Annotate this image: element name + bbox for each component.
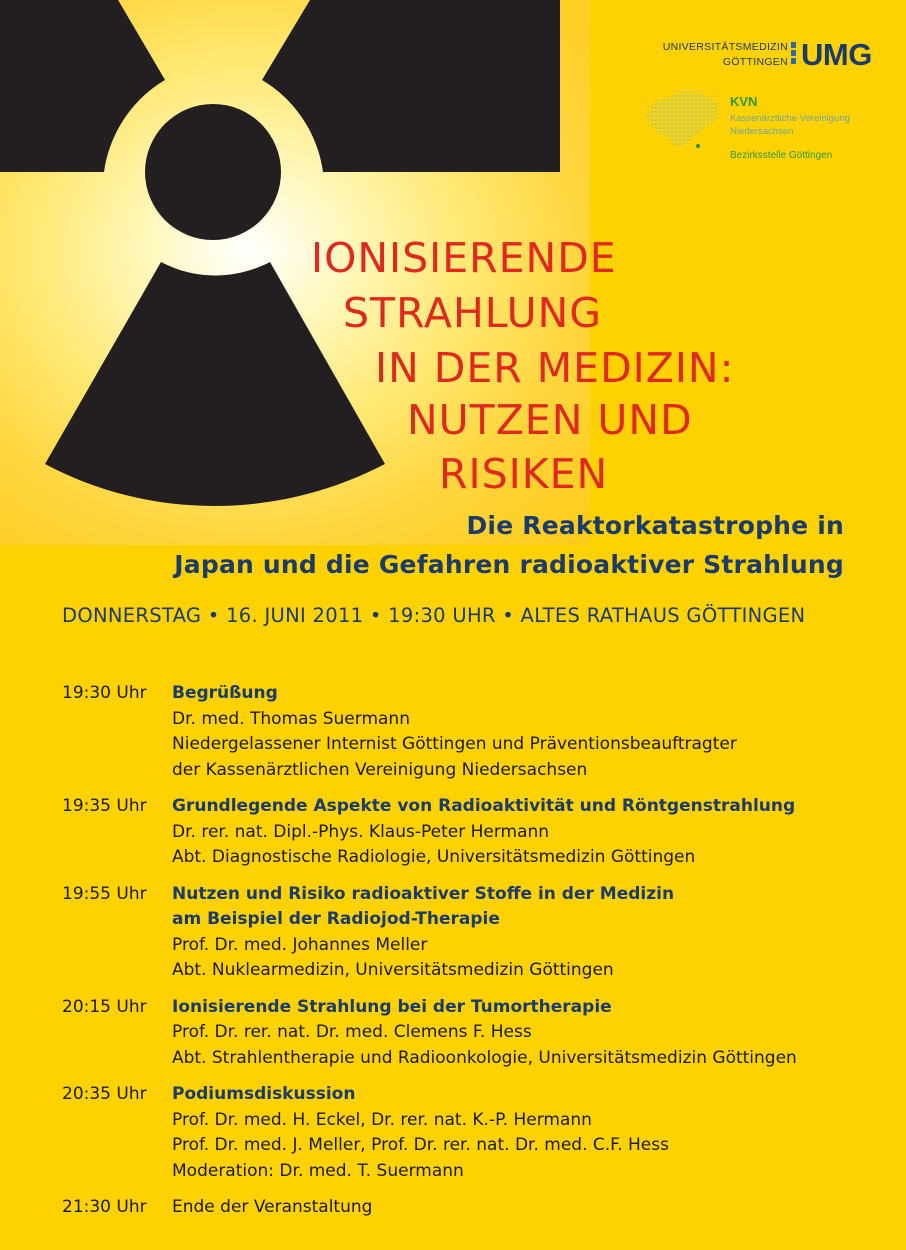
program-list bbox=[62, 681, 862, 1232]
kvn-district: Bezirksstelle Göttingen bbox=[730, 150, 833, 161]
program-detail: Prof. Dr. med. H. Eckel, Dr. rer. nat. K.-P. Hermann bbox=[172, 1109, 592, 1130]
subtitle-line-2: Japan und die Gefahren radioaktiver Strahlung bbox=[174, 550, 844, 579]
program-item bbox=[62, 1195, 862, 1221]
title-line-4: NUTZEN UND bbox=[407, 396, 693, 444]
program-detail: Prof. Dr. rer. nat. Dr. med. Clemens F. Hess bbox=[172, 1022, 532, 1042]
program-topic: Grundlegende Aspekte von Radioaktivität und Röntgenstrahlung bbox=[172, 796, 796, 816]
event-dateline: DONNERSTAG • 16. JUNI 2011 • 19:30 UHR • ALTES RATHAUS GÖTTINGEN bbox=[62, 604, 806, 627]
umg-line-1: UNIVERSITÄTSMEDIZIN bbox=[662, 41, 788, 53]
program-detail: Dr. med. Thomas Suermann bbox=[172, 708, 410, 729]
title-line-1: IONISIERENDE bbox=[311, 234, 617, 282]
program-topic: Podiumsdiskussion bbox=[172, 1084, 356, 1104]
program-topic: Ionisierende Strahlung bei der Tumortherapie bbox=[172, 996, 612, 1017]
program-item bbox=[62, 794, 862, 871]
title-line-3: IN DER MEDIZIN: bbox=[375, 344, 735, 392]
program-detail: Moderation: Dr. med. T. Suermann bbox=[172, 1160, 464, 1181]
program-item bbox=[62, 681, 862, 783]
program-time: 19:30 Uhr bbox=[62, 683, 147, 703]
umg-wordmark bbox=[640, 40, 788, 70]
program-detail: Abt. Diagnostische Radiologie, Universitätsmedizin Göttingen bbox=[172, 847, 696, 867]
kvn-logo: KVN bbox=[730, 94, 758, 109]
umg-logo: UMG bbox=[801, 37, 872, 72]
program-topic: Nutzen und Risiko radioaktiver Stoffe in der Medizin bbox=[172, 883, 675, 904]
program-detail: Ende der Veranstaltung bbox=[172, 1197, 373, 1217]
program-detail: Prof. Dr. med. Johannes Meller bbox=[172, 934, 428, 955]
niedersachsen-map-icon bbox=[646, 86, 718, 148]
title-line-5: RISIKEN bbox=[439, 450, 609, 498]
goettingen-dot-icon bbox=[696, 144, 700, 148]
umg-bar-icon bbox=[791, 42, 796, 69]
program-item bbox=[62, 1082, 862, 1184]
kvn-line-2: Niedersachsen bbox=[730, 126, 794, 137]
program-detail: Abt. Nuklearmedizin, Universitätsmedizin Göttingen bbox=[172, 960, 614, 980]
subtitle-line-1: Die Reaktorkatastrophe in bbox=[466, 511, 844, 540]
kvn-line-1: Kassenärztliche Vereinigung bbox=[730, 113, 850, 124]
program-topic: am Beispiel der Radiojod-Therapie bbox=[172, 909, 500, 929]
program-time: 19:35 Uhr bbox=[62, 796, 147, 816]
program-time: 20:35 Uhr bbox=[62, 1084, 147, 1104]
program-detail: Dr. rer. nat. Dipl.-Phys. Klaus-Peter Hermann bbox=[172, 821, 550, 842]
program-topic: Begrüßung bbox=[172, 683, 278, 703]
program-detail: Niedergelassener Internist Göttingen und Präventionsbeauftragter bbox=[172, 734, 737, 754]
program-detail: Abt. Strahlentherapie und Radioonkologie, Universitätsmedizin Göttingen bbox=[172, 1047, 797, 1068]
program-item bbox=[62, 882, 862, 984]
program-detail: der Kassenärztlichen Vereinigung Niedersachsen bbox=[172, 759, 588, 780]
kvn-name bbox=[730, 112, 850, 138]
program-time: 20:15 Uhr bbox=[62, 996, 147, 1017]
program-item bbox=[62, 995, 862, 1072]
program-time: 21:30 Uhr bbox=[62, 1197, 147, 1217]
program-time: 19:55 Uhr bbox=[62, 883, 147, 904]
logo-area bbox=[640, 37, 880, 180]
umg-line-2: GÖTTINGEN bbox=[722, 56, 788, 68]
program-detail: Prof. Dr. med. J. Meller, Prof. Dr. rer. nat. Dr. med. C.F. Hess bbox=[172, 1135, 669, 1155]
title-line-2: STRAHLUNG bbox=[343, 289, 603, 337]
